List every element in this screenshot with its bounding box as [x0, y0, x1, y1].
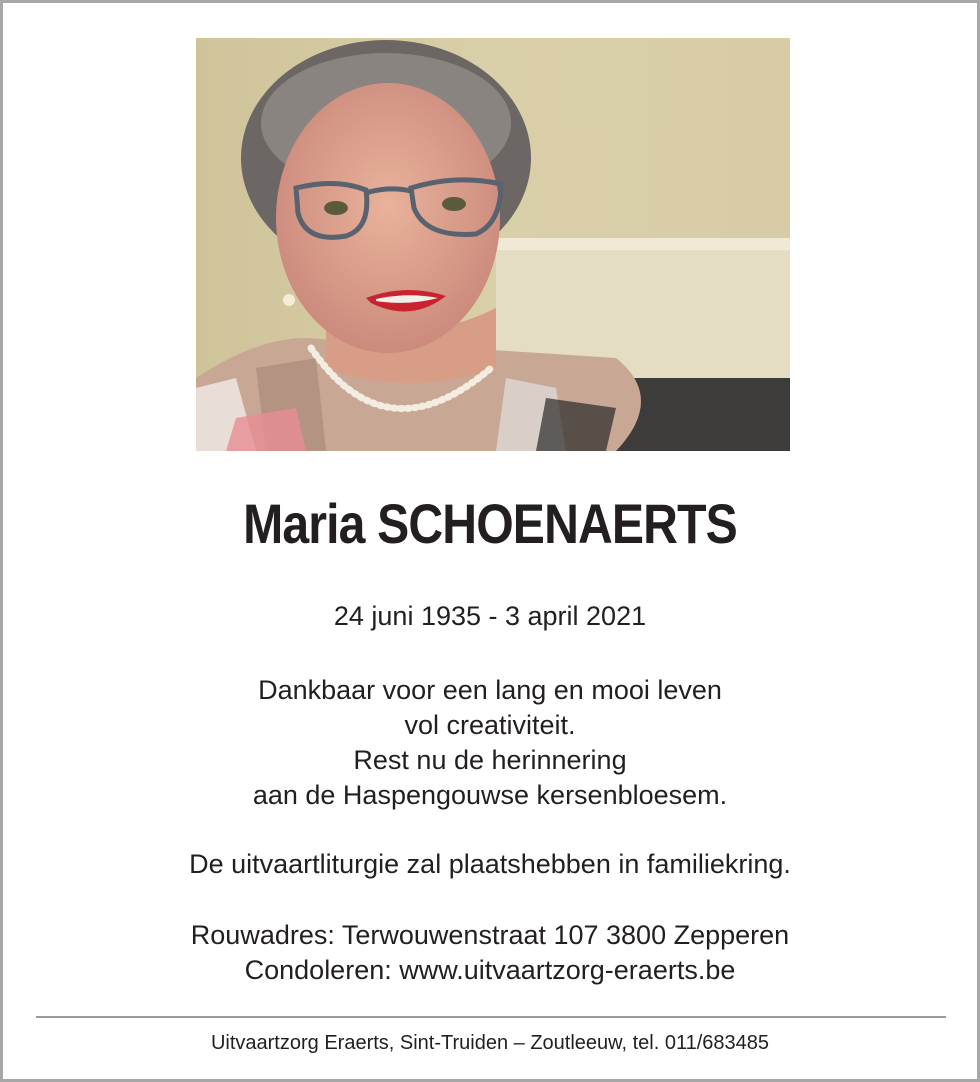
verse-line: Dankbaar voor een lang en mooi leven	[258, 675, 722, 705]
funeral-home-footer: Uitvaartzorg Eraerts, Sint-Truiden – Zoutleeuw, tel. 011/683485	[210, 1032, 770, 1054]
verse-line: Rest nu de herinnering	[353, 745, 627, 775]
condolence-link[interactable]: Condoleren: www.uitvaartzorg-eraerts.be	[244, 955, 736, 985]
funeral-notice: De uitvaartliturgie zal plaatshebben in familiekring.	[189, 849, 791, 879]
deceased-name: Maria SCHOENAERTS	[243, 492, 737, 555]
life-dates: 24 juni 1935 - 3 april 2021	[333, 601, 647, 631]
contact-block	[3, 918, 977, 988]
divider	[36, 1016, 946, 1018]
mourning-address: Rouwadres: Terwouwenstraat 107 3800 Zepperen	[190, 920, 790, 950]
portrait-photo	[196, 38, 790, 451]
verse-line: aan de Haspengouwse kersenbloesem.	[252, 780, 728, 810]
memorial-verse	[3, 673, 977, 813]
verse-line: vol creativiteit.	[404, 710, 576, 740]
